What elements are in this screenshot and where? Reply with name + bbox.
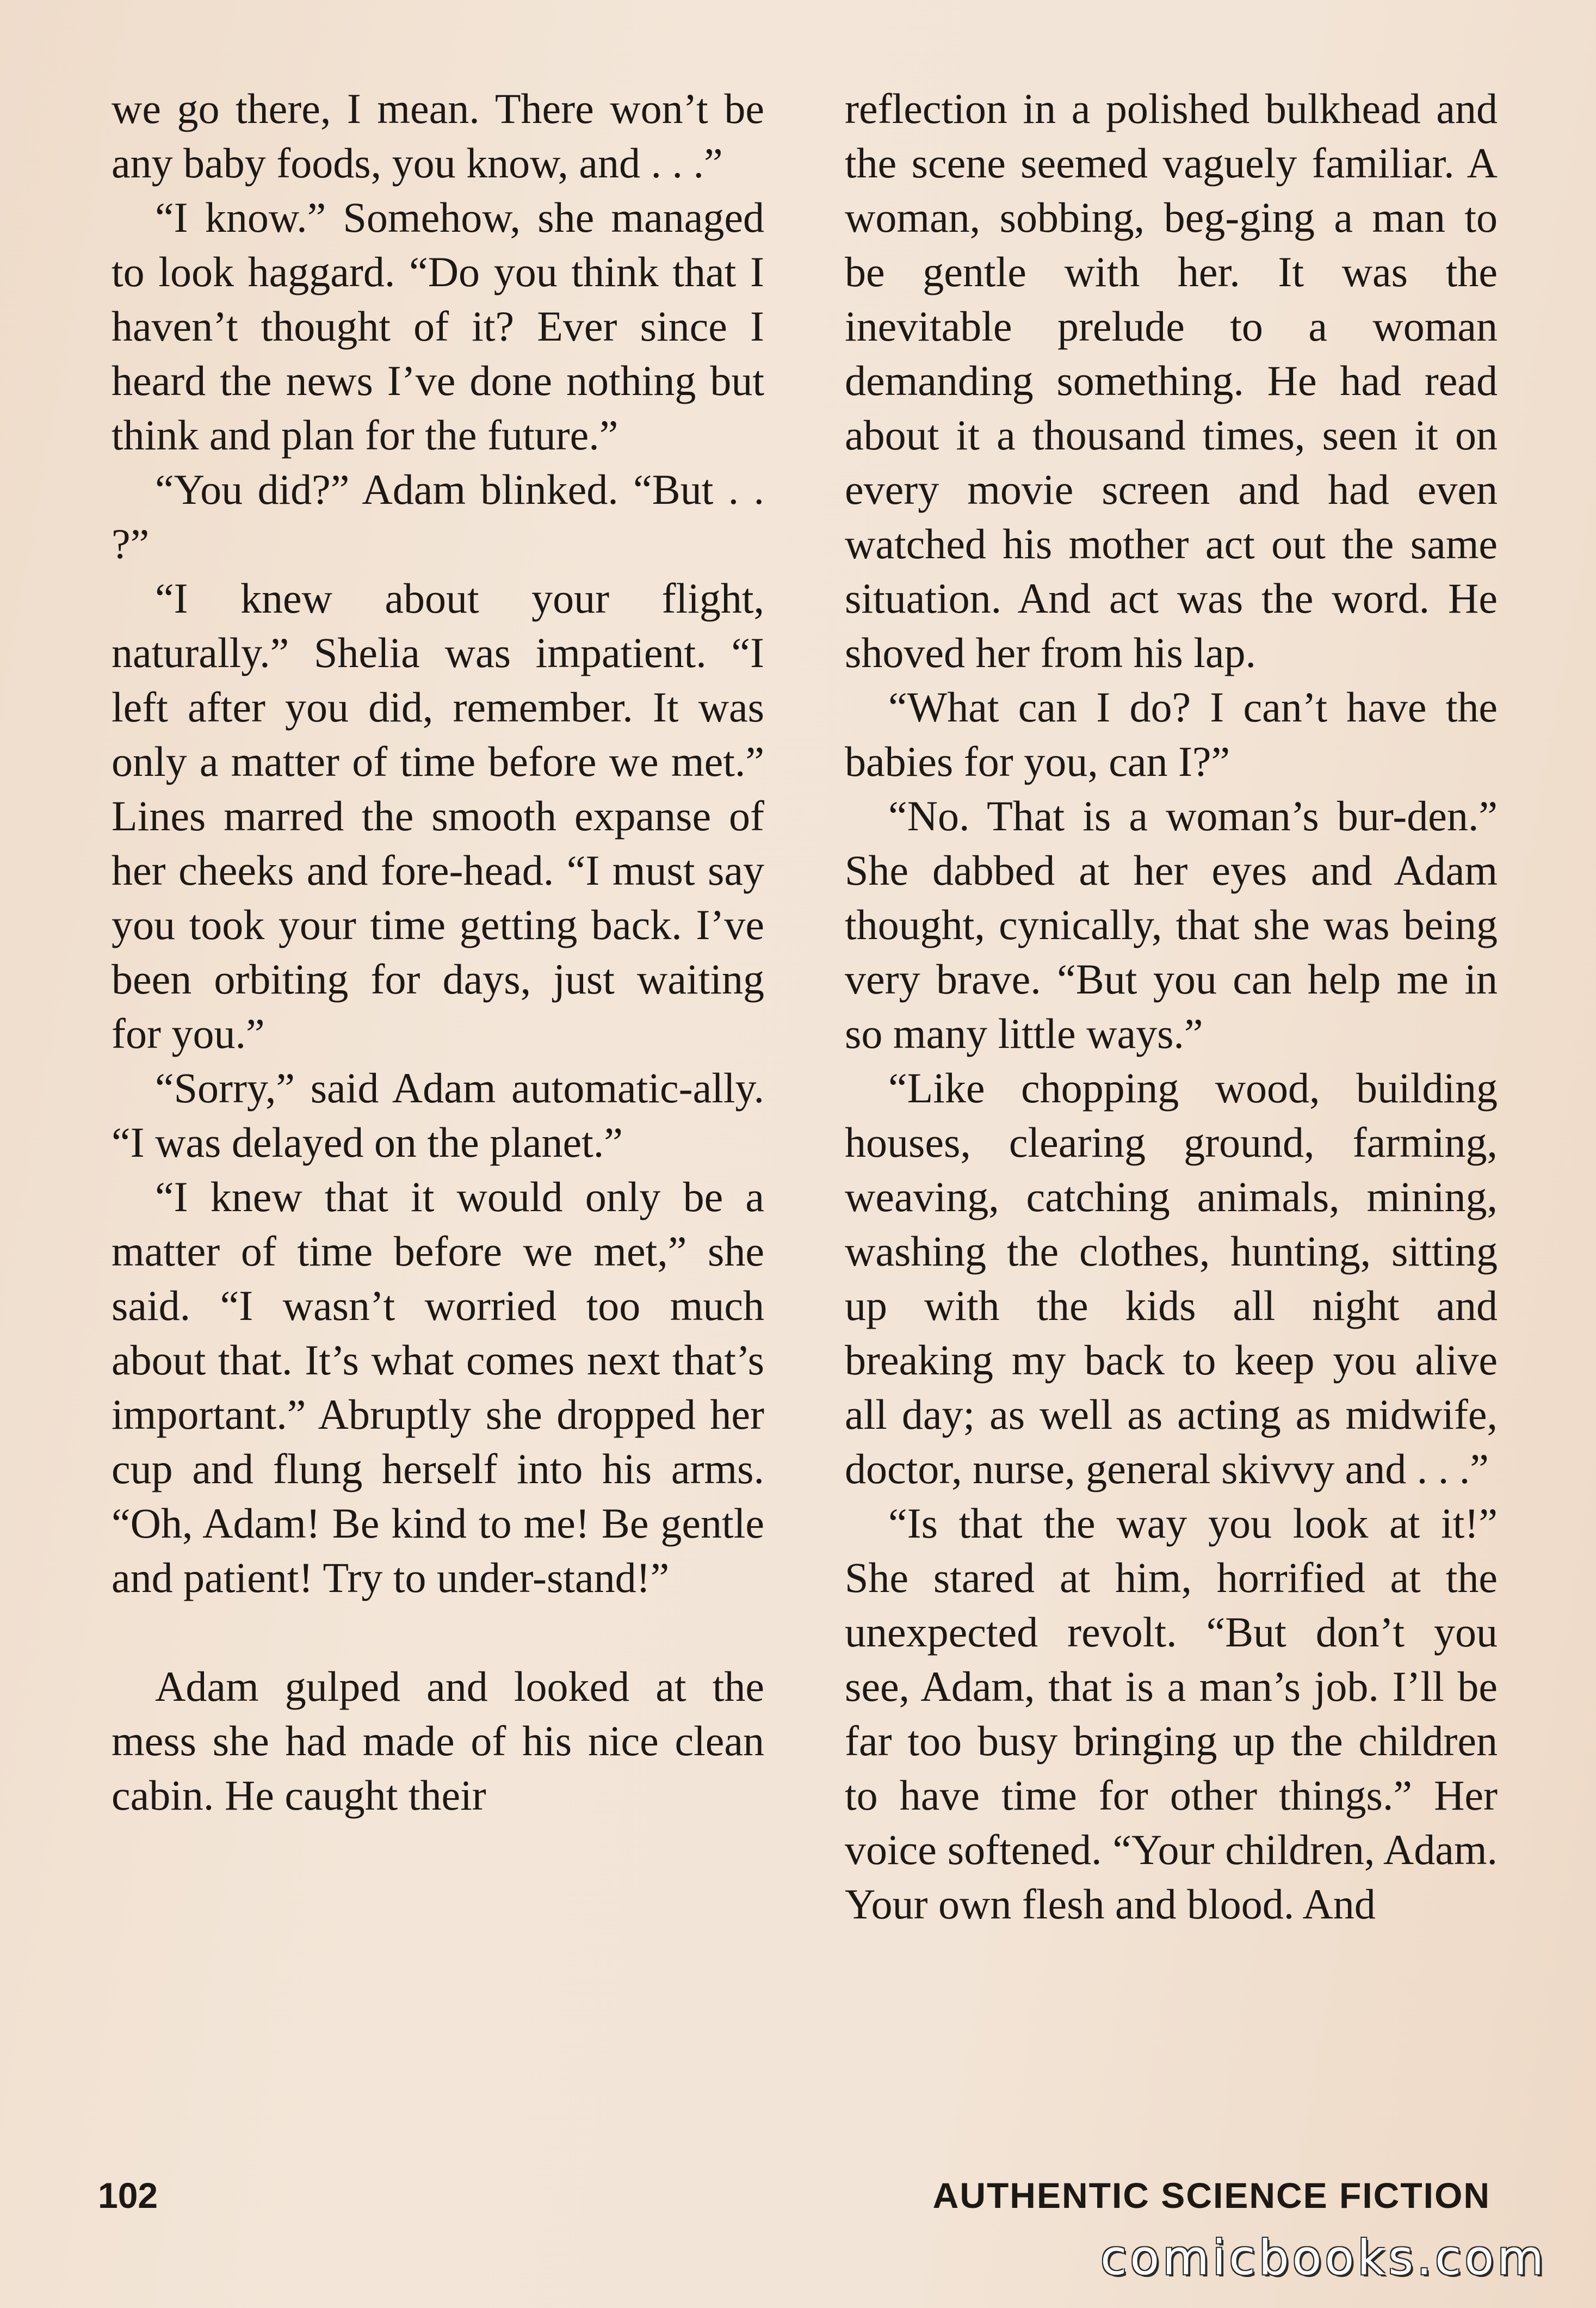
watermark: comicbooks.com bbox=[1100, 2230, 1547, 2286]
paragraph: “Like chopping wood, building houses, clearing ground, farming, weaving, catching animals, mining, washing the clothes, hunting, sitting up with the kids all night and breaking my back to keep you alive all day; as well as acting as midwife, doctor, nurse, general skivvy and . . .” bbox=[845, 1064, 1498, 1492]
paragraph: Adam gulped and looked at the mess she had made of his nice clean cabin. He caught their bbox=[112, 1663, 764, 1819]
paragraph: we go there, I mean. There won’t be any baby foods, you know, and . . .” bbox=[112, 85, 764, 187]
page-footer bbox=[98, 2171, 1490, 2220]
paragraph: “Is that the way you look at it!” She stared at him, horrified at the unexpected revolt. “But don’t you see, Adam, that is a man’s job. I’ll be far too busy bringing up the children to have time for other things.” Her voice softened. “Your children, Adam. Your own flesh and blood. And bbox=[845, 1499, 1498, 1928]
running-title: AUTHENTIC SCIENCE FICTION bbox=[932, 2175, 1490, 2216]
page-number: 102 bbox=[98, 2175, 158, 2216]
right-column bbox=[845, 82, 1498, 2171]
paragraph: “No. That is a woman’s bur-den.” She dabbed at her eyes and Adam thought, cynically, that she was being very brave. “But you can help me in so many little ways.” bbox=[845, 792, 1498, 1057]
paragraph: “What can I do? I can’t have the babies for you, can I?” bbox=[845, 683, 1498, 785]
paragraph: “You did?” Adam blinked. “But . . ?” bbox=[112, 466, 764, 567]
paragraph: “I know.” Somehow, she managed to look haggard. “Do you think that I haven’t thought of it? Ever since I heard the news I’ve done nothing but think and plan for the future.” bbox=[112, 194, 764, 459]
paragraph: “Sorry,” said Adam automatic-ally. “I was delayed on the planet.” bbox=[112, 1064, 764, 1166]
paragraph: “I knew about your flight, naturally.” Shelia was impatient. “I left after you did, remember. It was only a matter of time before we met.” Lines marred the smooth expanse of her cheeks and fore-head. “I must say you took your time getting back. I’ve been orbiting for days, just waiting for you.” bbox=[112, 575, 764, 1057]
left-column bbox=[112, 82, 764, 2171]
paragraph: reflection in a polished bulkhead and the scene seemed vaguely familiar. A woman, sobbing, beg-ging a man to be gentle with her. It was the inevitable prelude to a woman demanding something. He had read about it a thousand times, seen it on every movie screen and had even watched his mother act out the same situation. And act was the word. He shoved her from his lap. bbox=[845, 85, 1498, 676]
paragraph: “I knew that it would only be a matter of time before we met,” she said. “I wasn’t worried too much about that. It’s what comes next that’s important.” Abruptly she dropped her cup and flung herself into his arms. “Oh, Adam! Be kind to me! Be gentle and patient! Try to under-stand!” bbox=[112, 1173, 764, 1601]
